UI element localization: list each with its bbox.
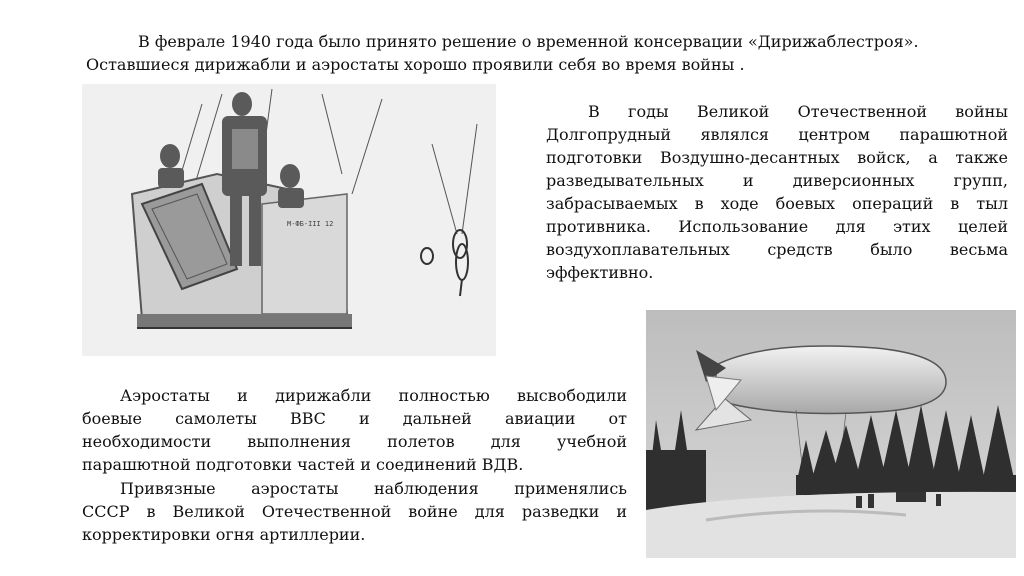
wartime-line: разведывательных и диверсионных групп, — [546, 171, 1008, 190]
tethered-line: корректировки огня артиллерии. — [82, 525, 366, 544]
wartime-line: эффективно. — [546, 263, 654, 282]
release-line: Аэростаты и дирижабли полностью высвободили — [120, 386, 627, 405]
wartime-line: воздухоплавательных средств было весьма — [546, 240, 1008, 259]
tethered-line: Привязные аэростаты наблюдения применялись — [120, 479, 627, 498]
wartime-line: В годы Великой Отечественной войны — [588, 102, 1008, 121]
wartime-line: противника. Использование для этих целей — [546, 217, 1008, 236]
wartime-paragraph — [546, 100, 1008, 284]
intro-paragraph — [86, 30, 1006, 76]
intro-line-1: В феврале 1940 года было принято решение о временной консервации «Дирижаблестроя». — [138, 32, 919, 51]
gondola-marking: М-ФБ-III 12 — [287, 220, 334, 228]
release-line: боевые самолеты ВВС и дальней авиации от — [82, 409, 627, 428]
airship-photo — [646, 310, 1016, 558]
wartime-line: подготовки Воздушно-десантных войск, а также — [546, 148, 1008, 167]
tethered-paragraph — [82, 477, 627, 546]
intro-line-2: Оставшиеся дирижабли и аэростаты хорошо проявили себя во время войны . — [86, 55, 745, 74]
wartime-line: Долгопрудный являлся центром парашютной — [546, 125, 1008, 144]
tethered-line: СССР в Великой Отечественной войне для разведки и — [82, 502, 627, 521]
release-paragraph — [82, 384, 627, 476]
wartime-line: забрасываемых в ходе боевых операций в тыл — [546, 194, 1008, 213]
release-line: необходимости выполнения полетов для учебной — [82, 432, 627, 451]
release-line: парашютной подготовки частей и соединений ВДВ. — [82, 455, 524, 474]
gondola-photo — [82, 84, 496, 356]
